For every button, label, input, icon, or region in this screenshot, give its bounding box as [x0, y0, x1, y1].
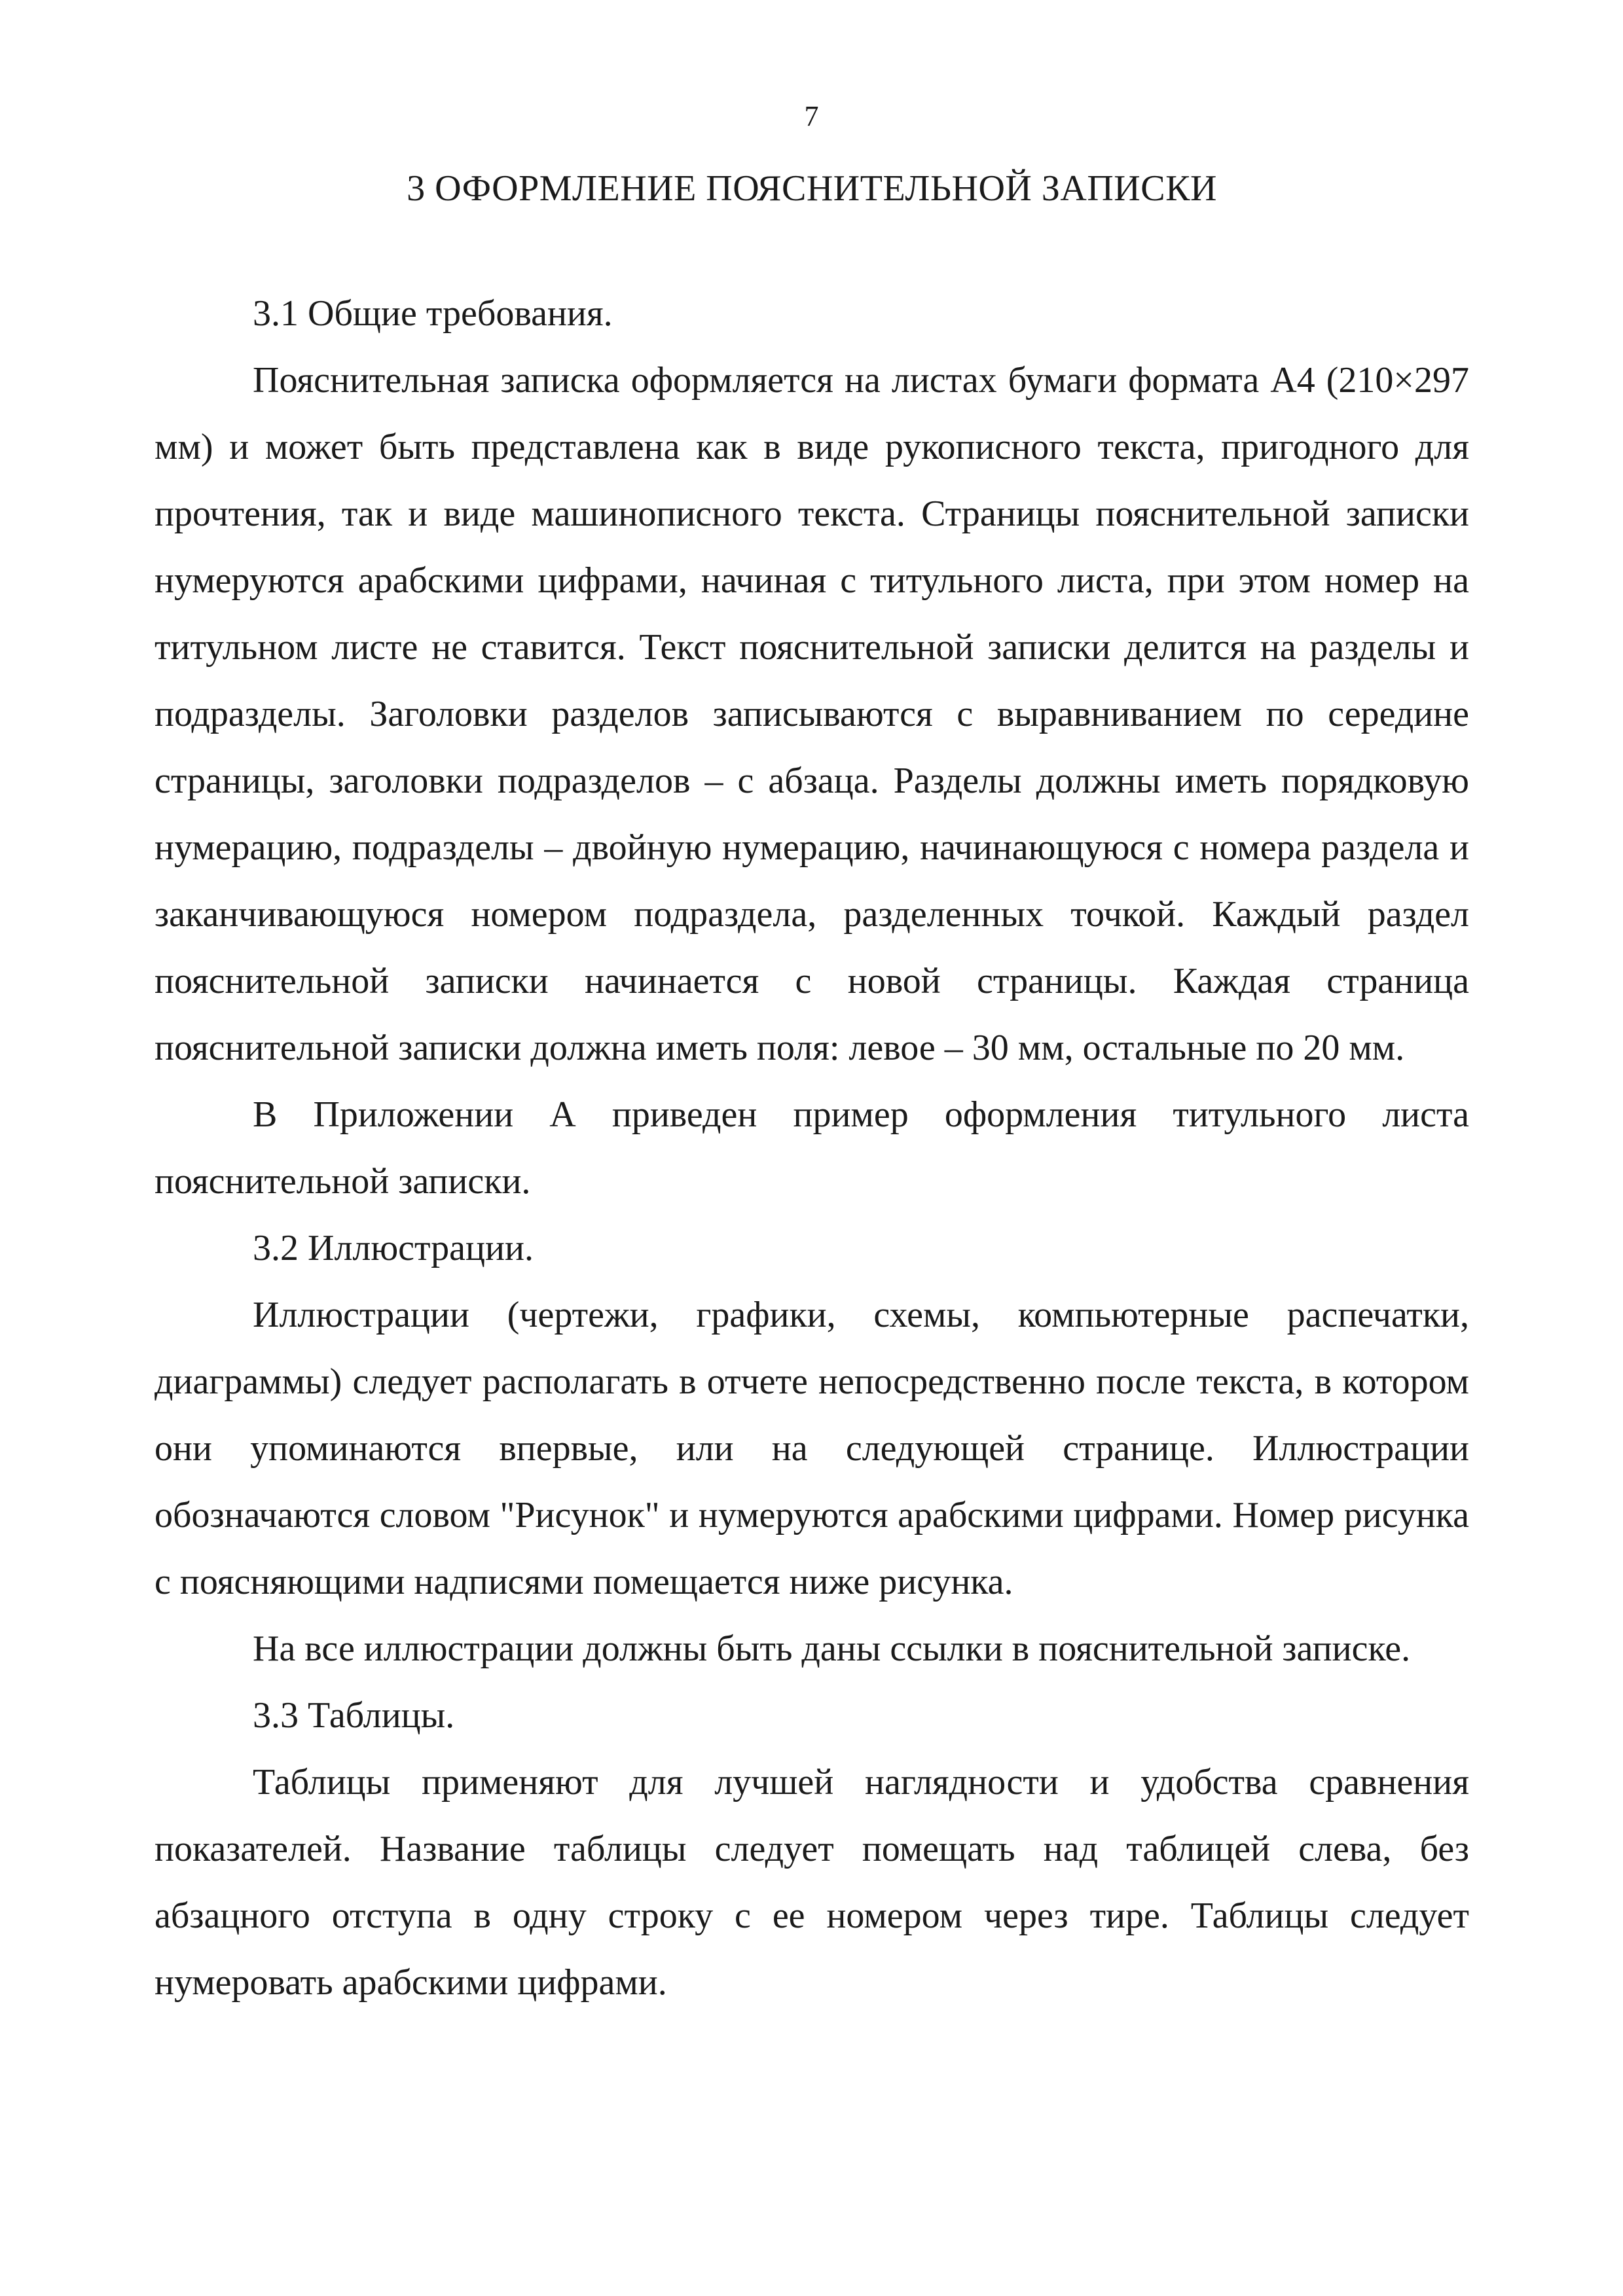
page-content [155, 162, 1469, 2016]
paragraph-general-requirements: Пояснительная записка оформляется на листах бумаги формата А4 (210×297 мм) и может быть представлена как в виде рукописного текста, пригодного для прочтения, так и виде машинописного текста. Страницы пояснительной записки нумеруются арабскими цифрами, начиная с титульного листа, при этом номер на титульном листе не ставится. Текст пояснительной записки делится на разделы и подразделы. Заголовки разделов записываются с выравниванием по середине страницы, заголовки подразделов – с абзаца. Разделы должны иметь порядковую нумерацию, подразделы – двойную нумерацию, начинающуюся с номера раздела и заканчивающуюся номером подраздела, разделенных точкой. Каждый раздел пояснительной записки начинается с новой страницы. Каждая страница пояснительной записки должна иметь поля: левое – 30 мм, остальные по 20 мм. [155, 360, 1469, 1068]
paragraph-illustrations-placement: Иллюстрации (чертежи, графики, схемы, компьютерные распечатки, диаграммы) следует располагать в отчете непосредственно после текста, в котором они упоминаются впервые, или на следующей странице. Иллюстрации обозначаются словом "Рисунок" и нумеруются арабскими цифрами. Номер рисунка с поясняющими надписями помещается ниже рисунка. [155, 1295, 1469, 1602]
paragraph-appendix-reference: В Приложении А приведен пример оформления титульного листа пояснительной записки. [155, 1094, 1469, 1202]
page-number: 7 [804, 100, 819, 132]
subsection-heading-illustrations: 3.2 Иллюстрации. [253, 1228, 534, 1268]
paragraph-illustrations-references: На все иллюстрации должны быть даны ссылки в пояснительной записке. [253, 1628, 1411, 1669]
paragraph-tables: Таблицы применяют для лучшей наглядности и удобства сравнения показателей. Название таблицы следует помещать над таблицей слева, без абзацного отступа в одну строку с ее номером через тире. Таблицы следует нумеровать арабскими цифрами. [155, 1762, 1469, 2003]
subsection-heading-tables: 3.3 Таблицы. [253, 1695, 455, 1736]
subsection-heading-general: 3.1 Общие требования. [253, 293, 613, 334]
section-title: 3 ОФОРМЛЕНИЕ ПОЯСНИТЕЛЬНОЙ ЗАПИСКИ [407, 168, 1217, 209]
